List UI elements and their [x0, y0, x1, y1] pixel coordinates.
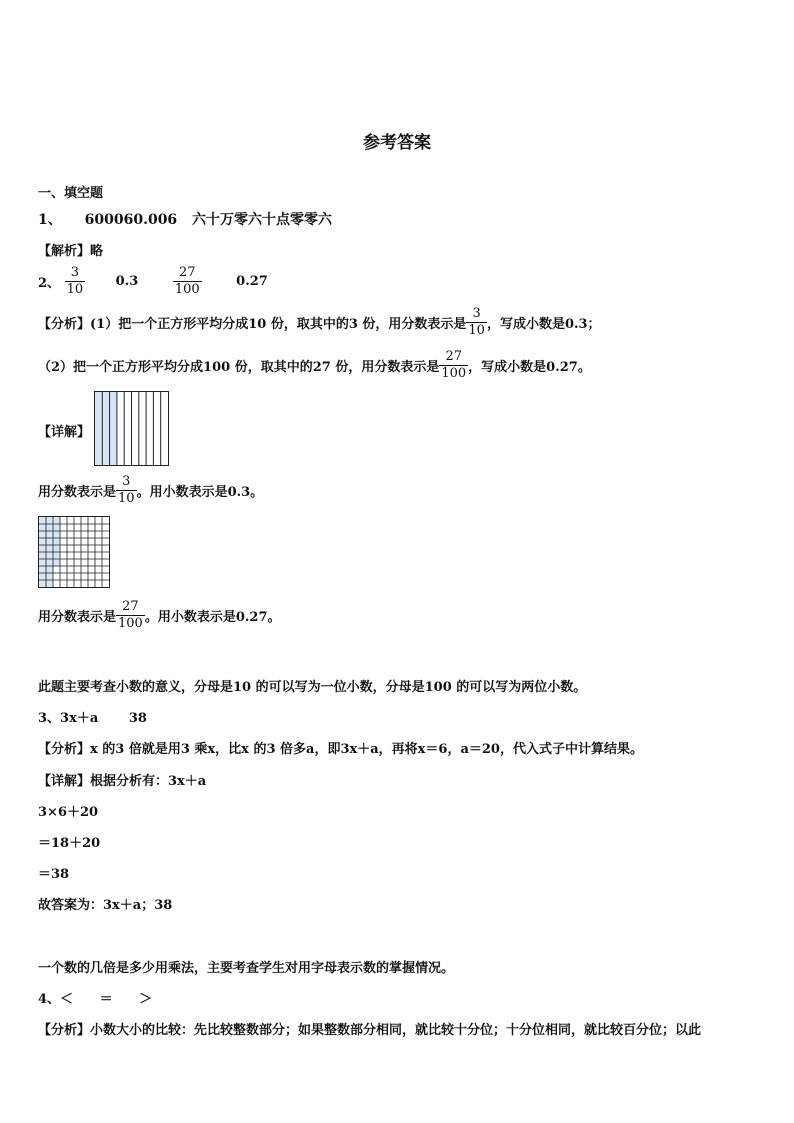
q4-line	[38, 988, 152, 1007]
q2-decimal-1: 0.3	[115, 274, 139, 289]
q3-detail: 【详解】根据分析有：3x＋a	[38, 774, 207, 789]
q3-number: 3、	[38, 711, 61, 726]
q2-line	[38, 265, 268, 298]
q3-value: 38	[128, 711, 147, 726]
q2-detail-label: 【详解】	[38, 425, 91, 440]
q3-line	[38, 707, 147, 726]
q4-sign-2: ＝	[99, 992, 113, 1007]
q4-sign-1: ＜	[60, 992, 74, 1007]
q3-step-1: 3×6＋20	[38, 805, 99, 820]
q1-value: 600060.006	[84, 212, 178, 228]
fraction: $\frac{3}{10}$	[468, 306, 485, 338]
q1-number: 1、	[38, 212, 62, 228]
q3-answer: 故答案为：3x＋a；38	[38, 898, 173, 913]
section-heading: 一、填空题	[38, 186, 104, 201]
q3-step-2: ＝18＋20	[38, 836, 101, 851]
q2-decimal-2: 0.27	[236, 274, 268, 289]
q3-step-3: ＝38	[38, 867, 70, 882]
q4-sign-3: ＞	[139, 992, 153, 1007]
fraction: $\frac{3}{10}$	[118, 474, 135, 506]
q4-number: 4、	[38, 992, 61, 1007]
q2-detail-line-1: 用分数表示是 $\frac{3}{10}$ 。用小数表示是0.3。	[38, 474, 264, 506]
fraction: $\frac{27}{100}$	[174, 265, 200, 297]
q3-analysis: 【分析】x 的3 倍就是用3 乘x，比x 的3 倍多a，即3x＋a，再将x＝6，a＝20，代入式子中计算结果。	[38, 742, 643, 757]
q2-detail-line-2: 用分数表示是 $\frac{27}{100}$ 。用小数表示是0.27。	[38, 599, 281, 631]
q3-summary: 一个数的几倍是多少用乘法，主要考查学生对用字母表示数的掌握情况。	[38, 961, 455, 976]
q1-analysis: 【解析】略	[38, 244, 104, 259]
q1-words: 六十万零六十点零零六	[192, 212, 333, 228]
q4-analysis: 【分析】小数大小的比较：先比较整数部分；如果整数部分相同，就比较十分位；十分位相同，就比较百分位；以此	[38, 1023, 702, 1038]
q2-analysis-1: 【分析】(1）把一个正方形平均分成10 份，取其中的3 份，用分数表示是 $\frac{3}{10}$ ，写成小数是0.3；	[38, 306, 601, 338]
hundredths-grid-diagram	[38, 516, 110, 588]
fraction: $\frac{27}{100}$	[441, 349, 467, 381]
fraction: $\frac{3}{10}$	[66, 265, 84, 297]
fraction: $\frac{27}{100}$	[118, 599, 143, 631]
q1-line	[38, 209, 332, 229]
q2-summary: 此题主要考查小数的意义，分母是10 的可以写为一位小数，分母是100 的可以写为两位小数。	[38, 680, 587, 695]
q3-expression: 3x＋a	[60, 711, 99, 726]
page-title: 参考答案	[363, 133, 431, 153]
tenths-grid-diagram	[94, 391, 169, 466]
q2-analysis-2: （2）把一个正方形平均分成100 份，取其中的27 份，用分数表示是 $\frac{27}{100}$ ，写成小数是0.27。	[38, 349, 591, 381]
q2-number: 2、	[38, 276, 61, 291]
